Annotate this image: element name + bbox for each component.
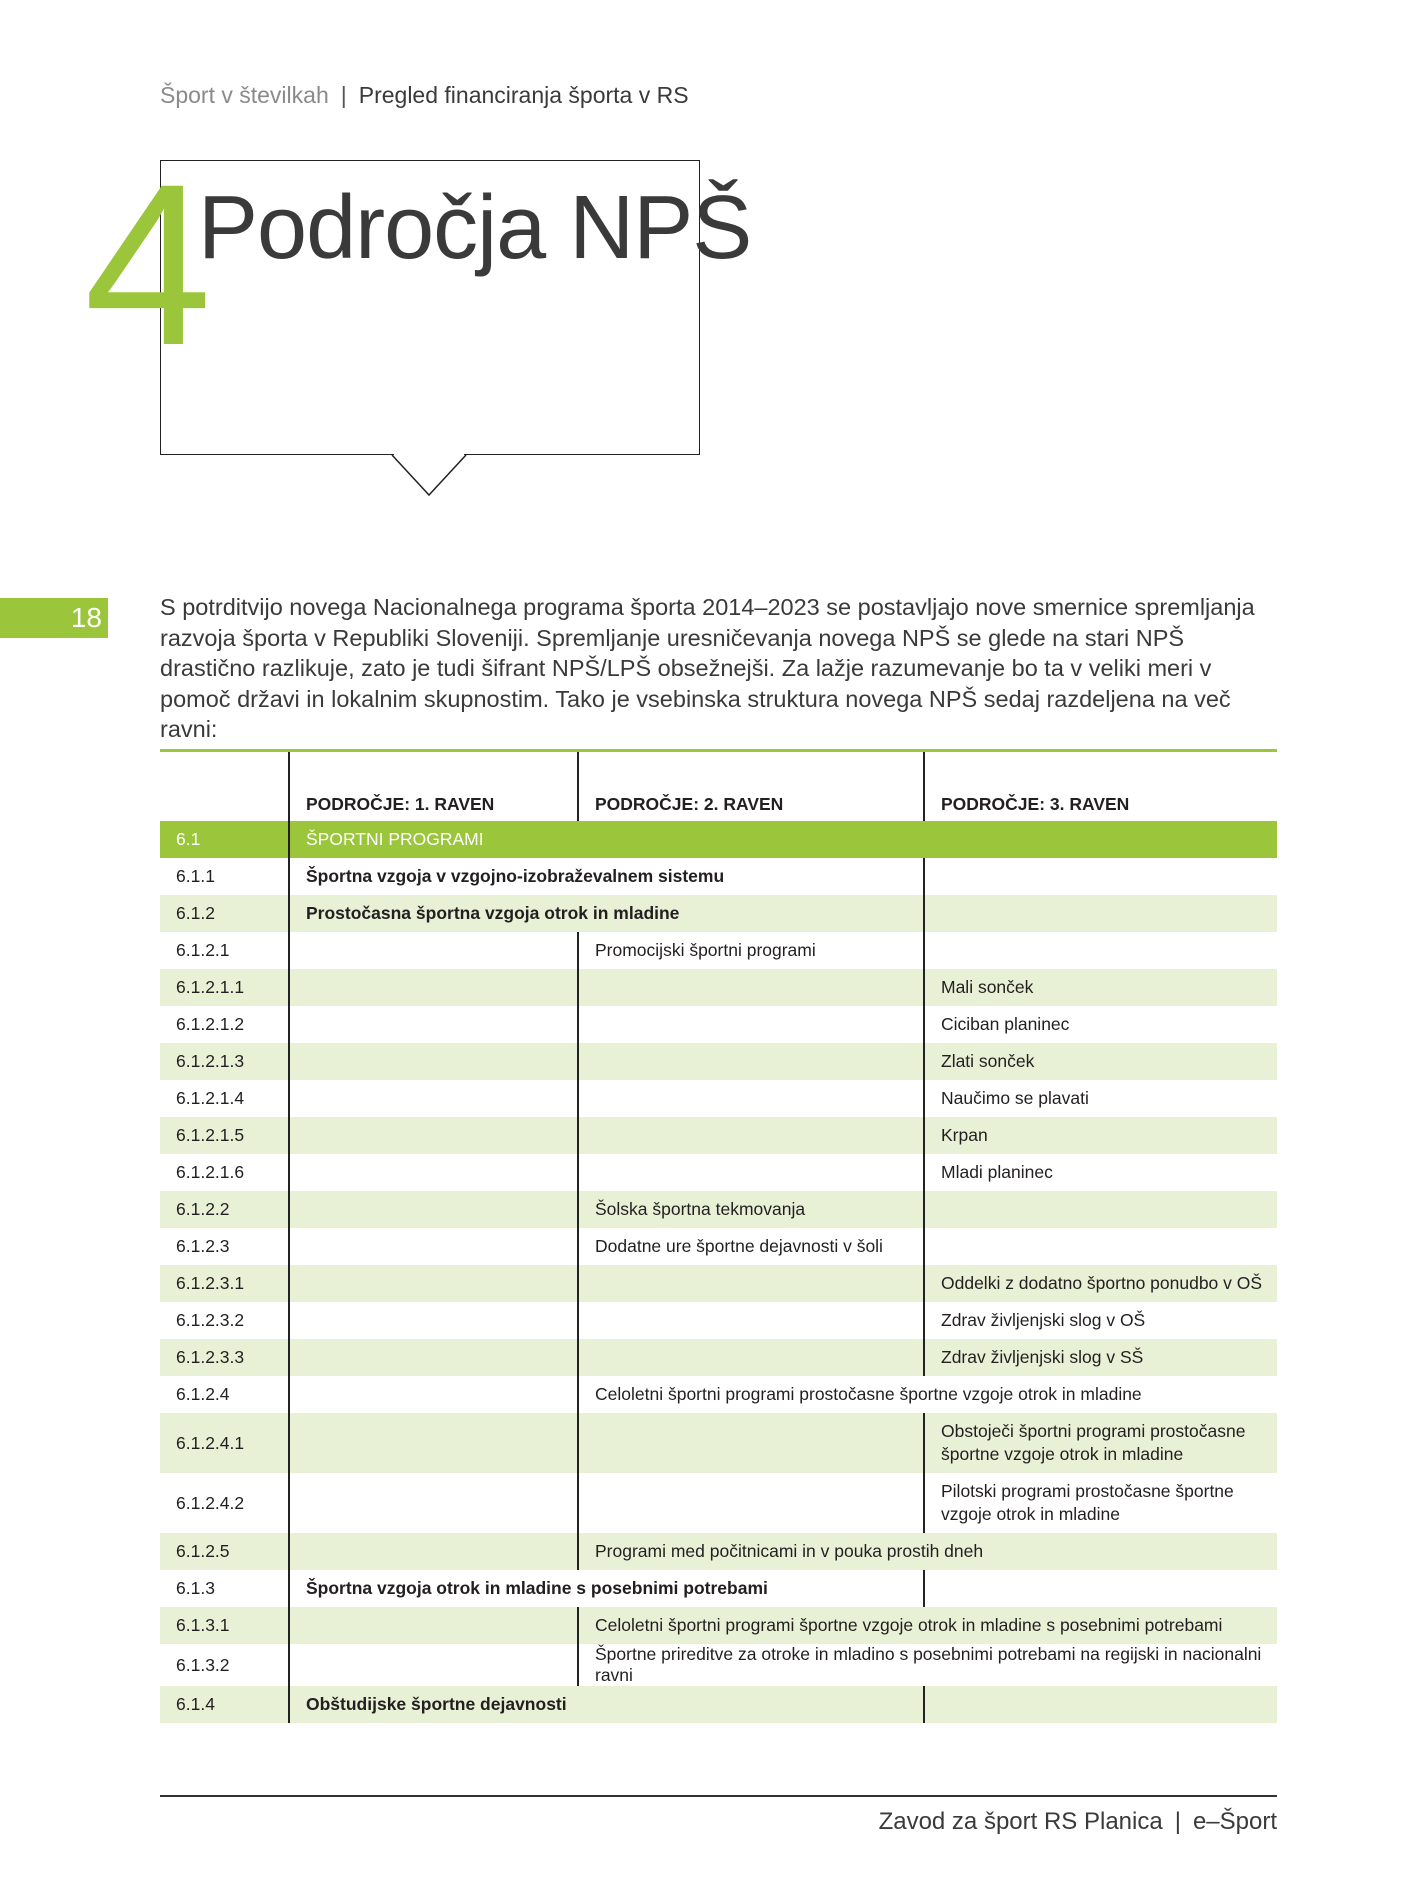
footer-left: Zavod za šport RS Planica — [878, 1808, 1163, 1835]
row-level-2 — [578, 1117, 924, 1154]
row-level-2 — [578, 1473, 924, 1533]
header-right: Pregled financiranja športa v RS — [358, 82, 689, 108]
intro-paragraph: S potrditvijo novega Nacionalnega programa športa 2014–2023 se postavljajo nove smernice spremljanja razvoja športa v Republiki Sloveniji. Spremljanje uresničevanja novega NPŠ se glede na stari NPŠ drastično razlikuje, zato je tudi šifrant NPŠ/LPŠ obsežnejši. Za lažje razumevanje bo ta v veliki meri v pomoč državi in lokalnim skupnostim. Tako je vsebinska struktura novega NPŠ sedaj razdeljena na več ravni: — [160, 594, 1255, 742]
row-level-1 — [289, 1006, 578, 1043]
table-row — [160, 1339, 1277, 1376]
row-level-3: Naučimo se plavati — [924, 1080, 1277, 1117]
table-row — [160, 1043, 1277, 1080]
row-level-1 — [289, 1607, 578, 1644]
row-level-2: Programi med počitnicami in v pouka prostih dneh — [578, 1533, 1277, 1570]
row-code: 6.1.2.5 — [160, 1533, 289, 1570]
row-level-1 — [289, 1376, 578, 1413]
table-row — [160, 1302, 1277, 1339]
row-level-3 — [924, 895, 1277, 932]
table-row — [160, 932, 1277, 969]
row-level-2 — [578, 1265, 924, 1302]
table-row — [160, 1376, 1277, 1413]
table-row — [160, 1191, 1277, 1228]
row-level-3: Oddelki z dodatno športno ponudbo v OŠ — [924, 1265, 1277, 1302]
footer-right: e–Šport — [1192, 1808, 1277, 1835]
table-row — [160, 1570, 1277, 1607]
table-row — [160, 1117, 1277, 1154]
row-level-1 — [289, 1644, 578, 1686]
row-level-3: Mali sonček — [924, 969, 1277, 1006]
row-level-3 — [924, 1686, 1277, 1723]
row-code: 6.1.2.3 — [176, 1236, 230, 1256]
page-number: 18 — [70, 602, 102, 633]
row-level-1 — [289, 1043, 578, 1080]
row-level-1 — [289, 1080, 578, 1117]
row-level-1 — [289, 1117, 578, 1154]
row-level-1 — [289, 932, 578, 969]
row-level-1 — [289, 1154, 578, 1191]
row-level-1 — [289, 1265, 578, 1302]
row-code: 6.1.2.1.2 — [176, 1014, 245, 1034]
table-row — [160, 1533, 1277, 1570]
table-row — [160, 1686, 1277, 1723]
row-level-1: Športna vzgoja otrok in mladine s posebnimi potrebami — [289, 1570, 924, 1607]
row-level-2: Promocijski športni programi — [578, 932, 924, 969]
header-level-2: PODROČJE: 2. RAVEN — [578, 752, 924, 821]
table-row — [160, 1006, 1277, 1043]
row-level-3: Krpan — [924, 1117, 1277, 1154]
row-level-2 — [578, 1154, 924, 1191]
table-row — [160, 821, 1277, 858]
row-level-3: Pilotski programi prostočasne športne vzgoje otrok in mladine — [924, 1473, 1277, 1533]
row-level-3: Zdrav življenjski slog v OŠ — [924, 1302, 1277, 1339]
row-level-2 — [578, 1339, 924, 1376]
table-row — [160, 1413, 1277, 1473]
row-code: 6.1.2.1.4 — [176, 1088, 245, 1108]
running-footer — [879, 1808, 1277, 1836]
row-level-3: Obstoječi športni programi prostočasne športne vzgoje otrok in mladine — [924, 1413, 1277, 1473]
row-level-1 — [289, 1413, 578, 1473]
row-level-3 — [924, 932, 1277, 969]
row-level-3: Zlati sonček — [924, 1043, 1277, 1080]
row-level-3 — [924, 858, 1277, 895]
row-level-3 — [924, 1228, 1277, 1265]
row-code: 6.1.2 — [160, 895, 289, 932]
table-row — [160, 1154, 1277, 1191]
row-code: 6.1.2.1 — [176, 940, 230, 960]
table-row — [160, 895, 1277, 932]
row-level-1 — [289, 969, 578, 1006]
table-row — [160, 1473, 1277, 1533]
row-code: 6.1 — [160, 821, 289, 858]
table-row — [160, 1607, 1277, 1644]
header-level-3: PODROČJE: 3. RAVEN — [924, 752, 1277, 821]
row-code: 6.1.3.1 — [160, 1607, 289, 1644]
structure-table — [160, 752, 1277, 1723]
row-level-3: Ciciban planinec — [924, 1006, 1277, 1043]
row-level-1: Prostočasna športna vzgoja otrok in mladine — [289, 895, 924, 932]
row-level-2: Šolska športna tekmovanja — [578, 1191, 924, 1228]
header-code — [160, 752, 289, 821]
header-level-1: PODROČJE: 1. RAVEN — [289, 752, 578, 821]
row-level-2 — [578, 1302, 924, 1339]
row-code: 6.1.3.2 — [176, 1654, 230, 1675]
row-level-1 — [289, 1339, 578, 1376]
table-row — [160, 1265, 1277, 1302]
header-left: Šport v številkah — [160, 82, 329, 108]
page-number-tab — [0, 598, 108, 638]
row-level-1 — [289, 1473, 578, 1533]
running-header — [160, 82, 689, 109]
row-code: 6.1.2.1.3 — [160, 1043, 289, 1080]
row-code: 6.1.3 — [176, 1578, 215, 1598]
row-level-3: Zdrav življenjski slog v SŠ — [924, 1339, 1277, 1376]
row-code: 6.1.2.4.2 — [176, 1492, 245, 1513]
row-level-1: ŠPORTNI PROGRAMI — [289, 821, 1277, 858]
chapter-number: 4 — [84, 136, 212, 393]
row-code: 6.1.2.3.1 — [160, 1265, 289, 1302]
table-row — [160, 858, 1277, 895]
row-level-1 — [289, 1533, 578, 1570]
row-level-1: Obštudijske športne dejavnosti — [289, 1686, 924, 1723]
row-level-2 — [578, 1043, 924, 1080]
header-separator: | — [340, 82, 347, 108]
table-row — [160, 969, 1277, 1006]
table-body — [160, 821, 1277, 1723]
row-level-1 — [289, 1302, 578, 1339]
row-level-3 — [924, 1570, 1277, 1607]
row-level-2: Celoletni športni programi športne vzgoje otrok in mladine s posebnimi potrebami — [578, 1607, 1277, 1644]
table-row — [160, 1080, 1277, 1117]
row-code: 6.1.2.1.1 — [160, 969, 289, 1006]
chapter-title: Področja NPŠ — [198, 178, 752, 278]
footer-rule — [160, 1795, 1277, 1797]
callout-pointer — [388, 453, 468, 499]
row-level-1: Športna vzgoja v vzgojno-izobraževalnem sistemu — [289, 858, 924, 895]
row-code: 6.1.2.1.5 — [160, 1117, 289, 1154]
row-code: 6.1.2.4 — [176, 1384, 230, 1404]
row-level-3: Mladi planinec — [924, 1154, 1277, 1191]
row-level-2: Športne prireditve za otroke in mladino s posebnimi potrebami na regijski in nacionalni ravni — [578, 1644, 1277, 1686]
row-code: 6.1.1 — [176, 866, 215, 886]
row-level-2 — [578, 969, 924, 1006]
row-code: 6.1.4 — [160, 1686, 289, 1723]
row-level-2: Celoletni športni programi prostočasne športne vzgoje otrok in mladine — [578, 1376, 1277, 1413]
row-code: 6.1.2.2 — [160, 1191, 289, 1228]
table-row — [160, 1228, 1277, 1265]
row-code: 6.1.2.4.1 — [160, 1413, 289, 1473]
row-level-1 — [289, 1228, 578, 1265]
row-level-1 — [289, 1191, 578, 1228]
row-level-2 — [578, 1006, 924, 1043]
row-level-2 — [578, 1080, 924, 1117]
row-level-3 — [924, 1191, 1277, 1228]
footer-separator: | — [1174, 1808, 1181, 1835]
row-code: 6.1.2.3.2 — [176, 1310, 245, 1330]
row-level-2: Dodatne ure športne dejavnosti v šoli — [578, 1228, 924, 1265]
row-code: 6.1.2.1.6 — [176, 1162, 245, 1182]
row-level-2 — [578, 1413, 924, 1473]
row-code: 6.1.2.3.3 — [160, 1339, 289, 1376]
structure-table-wrap — [160, 749, 1277, 1723]
table-header-row — [160, 752, 1277, 821]
table-row — [160, 1644, 1277, 1686]
